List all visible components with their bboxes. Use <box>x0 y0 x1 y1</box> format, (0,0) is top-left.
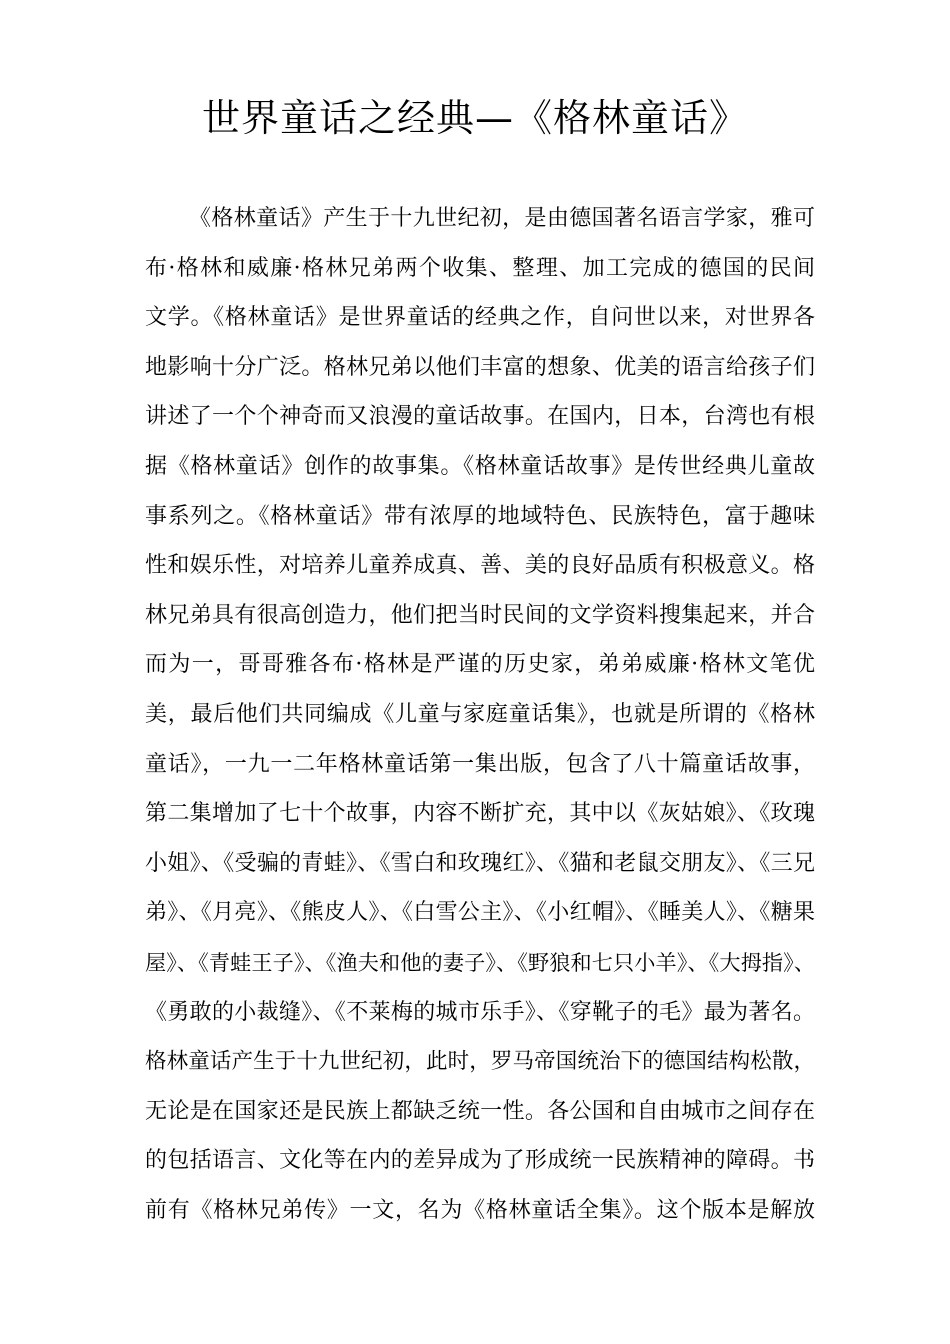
body-line: 前有《格林兄弟传》一文，名为《格林童话全集》。这个版本是解放 <box>145 1197 815 1223</box>
body-line: 格林童话产生于十九世纪初，此时，罗马帝国统治下的德国结构松散， <box>145 1049 815 1075</box>
body-line: 而为一，哥哥雅各布·格林是严谨的历史家，弟弟威廉·格林文笔优 <box>145 652 815 678</box>
body-line: 讲述了一个个神奇而又浪漫的童话故事。在国内，日本，台湾也有根 <box>145 404 815 430</box>
document-title: 世界童话之经典—《格林童话》 <box>201 96 748 140</box>
body-line: 《格林童话》产生于十九世纪初，是由德国著名语言学家，雅可 <box>189 206 815 231</box>
body-line: 地影响十分广泛。格林兄弟以他们丰富的想象、优美的语言给孩子们 <box>145 354 815 380</box>
body-line: 无论是在国家还是民族上都缺乏统一性。各公国和自由城市之间存在 <box>145 1098 815 1124</box>
document-body <box>145 194 815 1235</box>
body-line: 童话》，一九一二年格林童话第一集出版，包含了八十篇童话故事， <box>145 751 815 777</box>
body-line: 性和娱乐性，对培养儿童养成真、善、美的良好品质有积极意义。格 <box>145 553 815 579</box>
body-line: 事系列之。《格林童话》带有浓厚的地域特色、民族特色，富于趣味 <box>145 503 815 529</box>
body-line: 据《格林童话》创作的故事集。《格林童话故事》是传世经典儿童故 <box>145 453 815 479</box>
body-line: 的包括语言、文化等在内的差异成为了形成统一民族精神的障碍。书 <box>145 1148 815 1174</box>
body-line: 《勇敢的小裁缝》、《不莱梅的城市乐手》、《穿靴子的毛》最为著名。 <box>145 999 815 1025</box>
body-line: 林兄弟具有很高创造力，他们把当时民间的文学资料搜集起来，并合 <box>145 602 815 628</box>
body-line: 第二集增加了七十个故事，内容不断扩充，其中以《灰姑娘》、《玫瑰 <box>145 801 815 827</box>
body-line: 文学。《格林童话》是世界童话的经典之作，自问世以来，对世界各 <box>145 305 815 331</box>
body-line: 小姐》、《受骗的青蛙》、《雪白和玫瑰红》、《猫和老鼠交朋友》、《三兄 <box>145 850 815 876</box>
body-line: 美，最后他们共同编成《儿童与家庭童话集》，也就是所谓的《格林 <box>145 701 815 727</box>
body-line: 弟》、《月亮》、《熊皮人》、《白雪公主》、《小红帽》、《睡美人》、《糖果 <box>145 900 815 926</box>
body-line: 布·格林和威廉·格林兄弟两个收集、整理、加工完成的德国的民间 <box>145 255 815 281</box>
body-line: 屋》、《青蛙王子》、《渔夫和他的妻子》、《野狼和七只小羊》、《大拇指》、 <box>145 949 815 975</box>
